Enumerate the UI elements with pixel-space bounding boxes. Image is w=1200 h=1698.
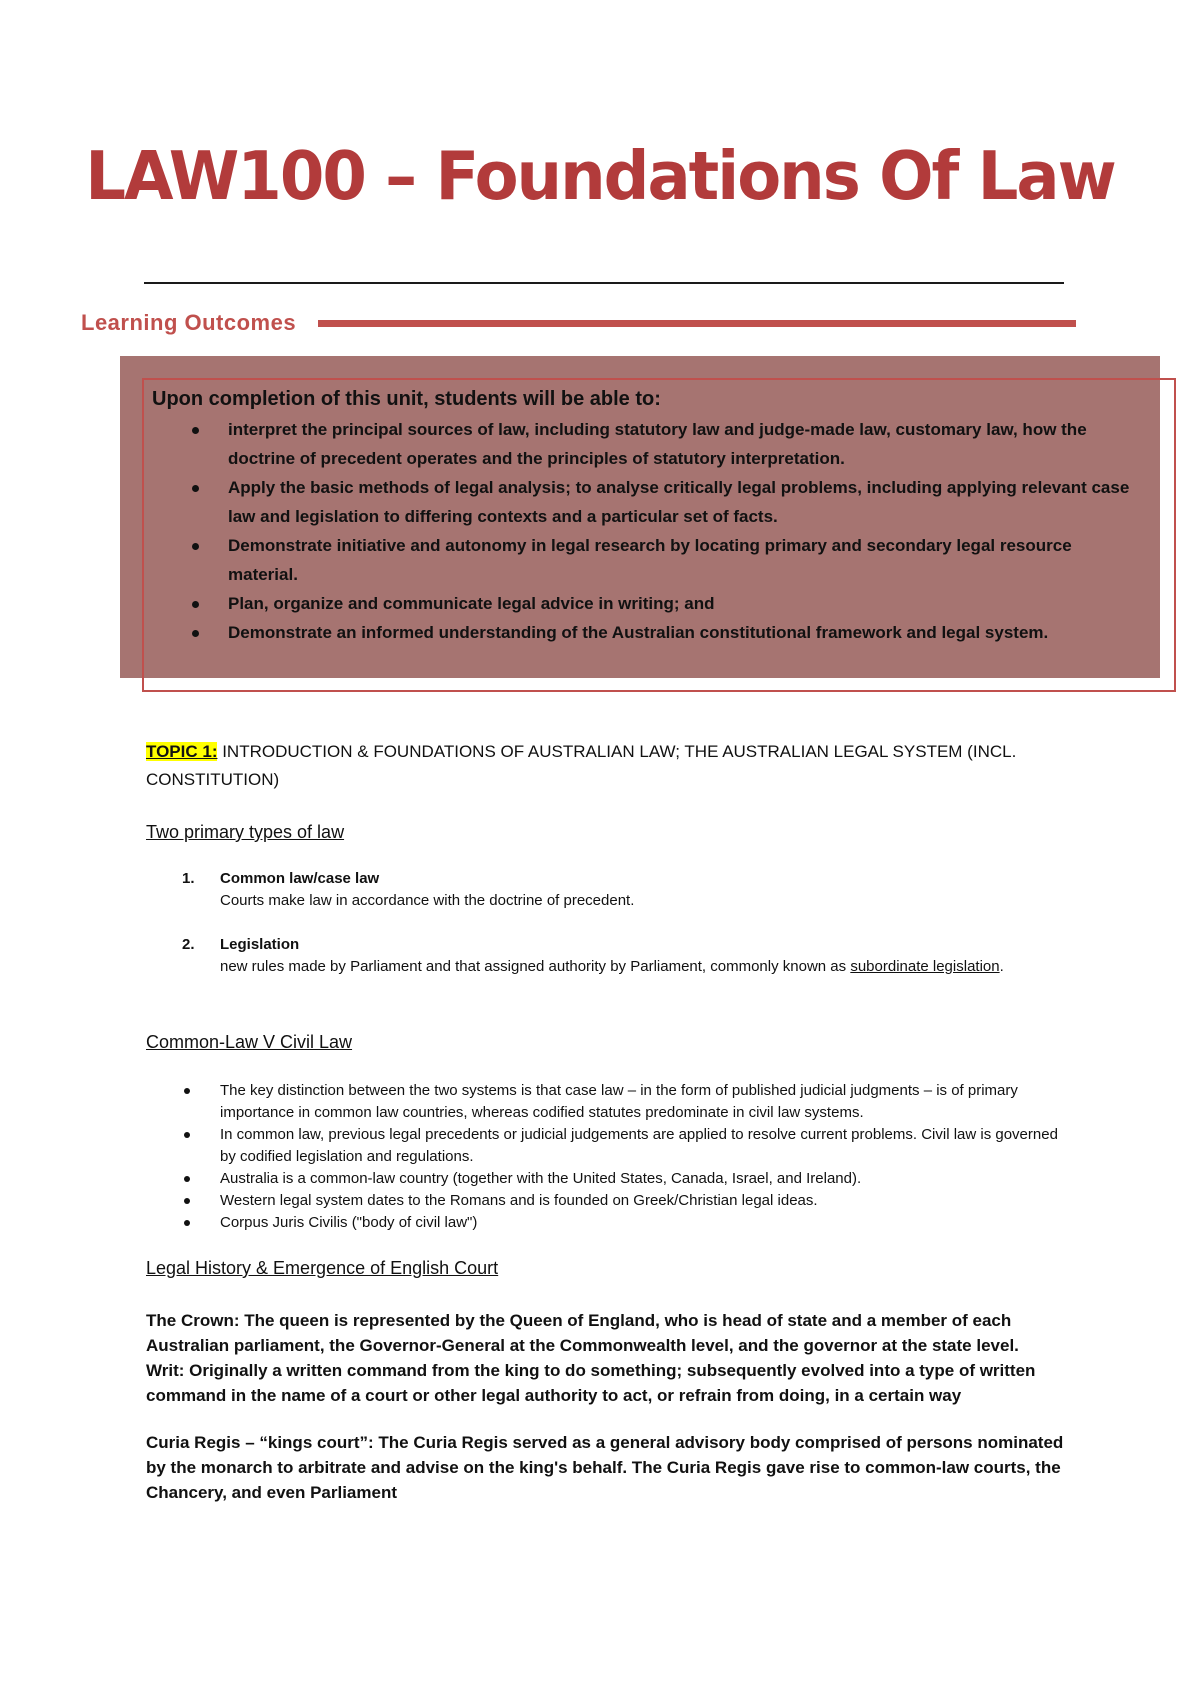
learning-outcome-item xyxy=(152,473,1142,531)
learning-outcome-item xyxy=(152,531,1142,589)
bullet-icon xyxy=(184,1132,190,1138)
list-number: 2. xyxy=(182,936,195,953)
common-vs-civil-list xyxy=(146,1080,1066,1234)
learning-outcomes-bar xyxy=(318,320,1076,327)
learning-outcome-item xyxy=(152,589,1142,618)
list-item xyxy=(146,1124,1066,1168)
subordinate-legislation-term: subordinate legislation xyxy=(850,958,1000,975)
writ-paragraph: Writ: Originally a written command from the king to do something; subsequently evolved into a type of written command in the name of a court or other legal authority to act, or refrain from doing, in a certain way xyxy=(146,1361,1036,1405)
topic-label: TOPIC 1: xyxy=(146,742,218,761)
title-divider xyxy=(144,282,1064,284)
learning-outcome-item xyxy=(152,618,1142,647)
list-term: Legislation xyxy=(220,936,300,953)
legal-history-heading: Legal History & Emergence of English Court xyxy=(146,1258,499,1278)
bullet-icon xyxy=(192,630,199,637)
list-item xyxy=(146,1190,1066,1212)
list-term: Common law/case law xyxy=(220,870,380,887)
list-text: Corpus Juris Civilis ("body of civil law") xyxy=(220,1214,478,1231)
topic-text: INTRODUCTION & FOUNDATIONS OF AUSTRALIAN LAW; THE AUSTRALIAN LEGAL SYSTEM (INCL. CONSTITUTION) xyxy=(146,742,1017,789)
the-crown-paragraph: The Crown: The queen is represented by the Queen of England, who is head of state and a member of each Australian parliament, the Governor-General at the Commonwealth level, and the governor at the state level. xyxy=(146,1311,1019,1355)
list-text: Western legal system dates to the Romans and is founded on Greek/Christian legal ideas. xyxy=(220,1192,818,1209)
bullet-icon xyxy=(192,485,199,492)
bullet-icon xyxy=(192,427,199,434)
learning-outcome-text: Apply the basic methods of legal analysis; to analyse critically legal problems, including applying relevant case law and legislation to differing contexts and a particular set of facts. xyxy=(228,478,1130,526)
learning-outcome-text: Demonstrate initiative and autonomy in legal research by locating primary and secondary legal resource material. xyxy=(228,536,1072,584)
list-item xyxy=(146,868,1066,912)
list-item xyxy=(146,1168,1066,1190)
learning-outcome-text: Demonstrate an informed understanding of the Australian constitutional framework and legal system. xyxy=(228,623,1049,642)
bullet-icon xyxy=(184,1220,190,1226)
bullet-icon xyxy=(192,601,199,608)
bullet-icon xyxy=(184,1176,190,1182)
types-of-law-list xyxy=(146,868,1066,1000)
learning-outcomes-intro: Upon completion of this unit, students will be able to: xyxy=(152,388,661,410)
bullet-icon xyxy=(192,543,199,550)
list-description: Courts make law in accordance with the doctrine of precedent. xyxy=(220,892,635,909)
bullet-icon xyxy=(184,1088,190,1094)
list-item xyxy=(146,1080,1066,1124)
list-description-end: . xyxy=(999,958,1004,975)
list-number: 1. xyxy=(182,870,195,887)
common-vs-civil-heading: Common-Law V Civil Law xyxy=(146,1032,353,1052)
learning-outcomes-heading: Learning Outcomes xyxy=(81,310,297,335)
list-text: The key distinction between the two systems is that case law – in the form of published judicial judgments – is of primary importance in common law countries, whereas codified statutes predominate in civil law systems. xyxy=(220,1082,1018,1121)
list-text: In common law, previous legal precedents or judicial judgements are applied to resolve current problems. Civil law is governed by codified legislation and regulations. xyxy=(220,1126,1058,1165)
bullet-icon xyxy=(184,1198,190,1204)
learning-outcome-item xyxy=(152,415,1142,473)
list-item xyxy=(146,934,1066,978)
list-text: Australia is a common-law country (together with the United States, Canada, Israel, and Ireland). xyxy=(220,1170,862,1187)
learning-outcome-text: interpret the principal sources of law, including statutory law and judge-made law, customary law, how the doctrine of precedent operates and the principles of statutory interpretation. xyxy=(228,420,1087,468)
curia-regis-paragraph: Curia Regis – “kings court”: The Curia Regis served as a general advisory body comprised of persons nominated by the monarch to arbitrate and advise on the king's behalf. The Curia Regis gave rise to common-law courts, the Chancery, and even Parliament xyxy=(146,1433,1064,1502)
learning-outcomes-list xyxy=(152,415,1142,647)
learning-outcome-text: Plan, organize and communicate legal advice in writing; and xyxy=(228,594,715,613)
list-item xyxy=(146,1212,1066,1234)
list-description: new rules made by Parliament and that assigned authority by Parliament, commonly known as xyxy=(220,958,851,975)
types-of-law-heading: Two primary types of law xyxy=(146,822,345,842)
topic-heading xyxy=(146,738,1066,794)
learning-outcomes-content xyxy=(152,388,1142,647)
document-title: LAW100 – Foundations Of Law xyxy=(85,138,1115,216)
